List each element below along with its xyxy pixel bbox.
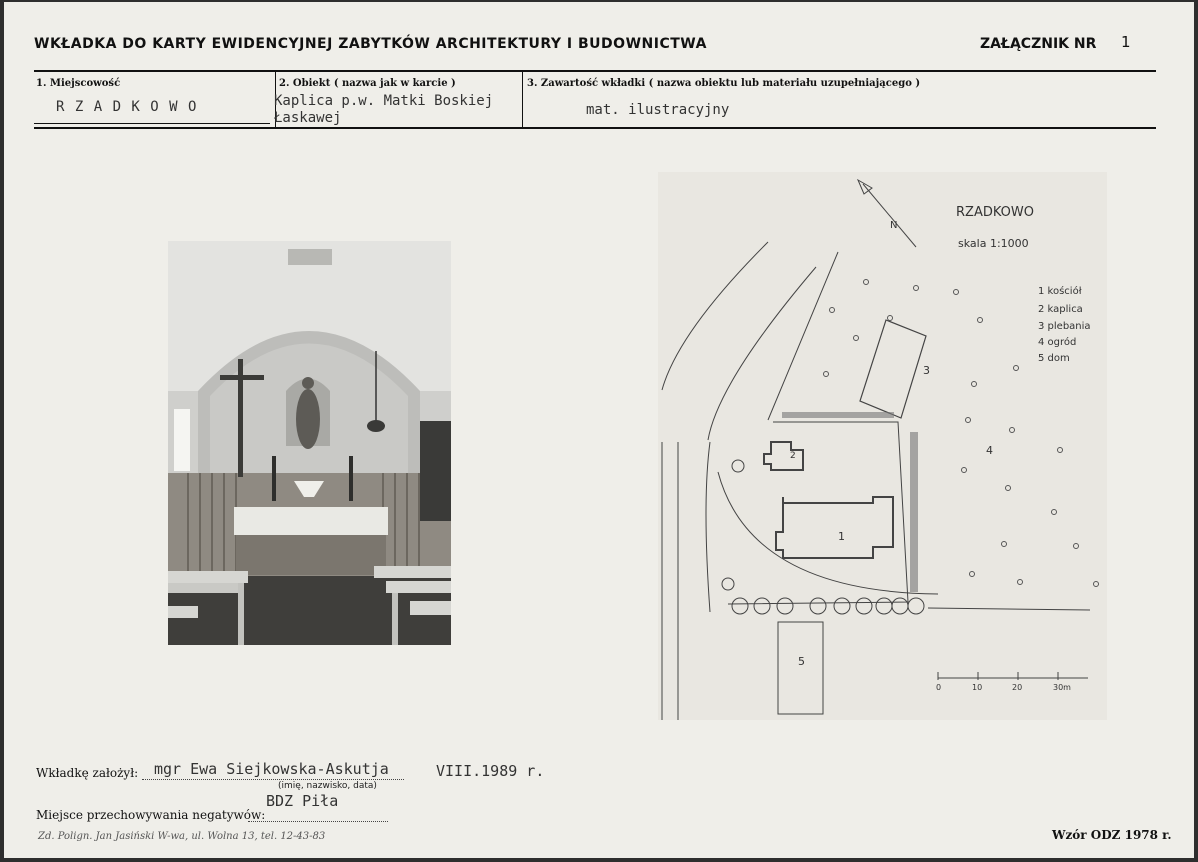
- scale-tick-10: 10: [972, 683, 983, 692]
- scale-tick-30: 30m: [1053, 683, 1071, 692]
- author-hint: (imię, nazwisko, data): [278, 781, 377, 791]
- content-label: 3. Zawartość wkładki ( nazwa obiektu lub materiału uzupełniającego ): [527, 78, 921, 89]
- object-value-line2: Łaskawej: [274, 110, 342, 126]
- legend-item-1: 1 kościół: [1038, 286, 1082, 297]
- plan-number-4: 4: [986, 444, 993, 457]
- form-title: WKŁADKA DO KARTY EWIDENCYJNEJ ZABYTKÓW ARCHITEKTURY I BUDOWNICTWA: [34, 36, 707, 52]
- record-sheet: [4, 2, 1194, 858]
- field-divider-2: [522, 72, 523, 127]
- plan-number-1: 1: [838, 530, 845, 543]
- plan-number-5: 5: [798, 655, 805, 668]
- author-label: Wkładkę założył:: [36, 766, 139, 780]
- object-label: 2. Obiekt ( nazwa jak w karcie ): [279, 78, 456, 89]
- legend-item-3: 3 plebania: [1038, 321, 1091, 332]
- storage-label: Miejsce przechowywania negatywów:: [36, 808, 266, 822]
- plan-number-2: 2: [790, 451, 796, 461]
- legend-item-4: 4 ogród: [1038, 337, 1077, 348]
- location-label: 1. Miejscowość: [36, 78, 121, 89]
- legend-item-2: 2 kaplica: [1038, 304, 1083, 315]
- date-value: VIII.1989 r.: [436, 762, 545, 780]
- header-rule-bottom: [34, 127, 1156, 129]
- author-dotted-line: [142, 779, 404, 780]
- plan-title: RZADKOWO: [956, 205, 1034, 220]
- plan-scale: skala 1:1000: [958, 237, 1029, 250]
- storage-value: BDZ Piła: [266, 792, 339, 810]
- attachment-number: 1: [1121, 33, 1131, 51]
- content-value: mat. ilustracyjny: [586, 102, 730, 118]
- site-plan-drawing: [658, 172, 1107, 720]
- storage-dotted-line: [248, 821, 388, 822]
- attachment-label: ZAŁĄCZNIK NR: [980, 36, 1097, 52]
- site-plan: [658, 172, 1107, 720]
- chapel-interior-image: [168, 241, 451, 645]
- chapel-interior-photo: [168, 241, 451, 645]
- legend-item-5: 5 dom: [1038, 353, 1070, 364]
- north-label: N: [890, 220, 898, 231]
- printer-imprint: Zd. Polign. Jan Jasiński W-wa, ul. Wolna 13, tel. 12-43-83: [38, 831, 326, 842]
- location-underline: [34, 123, 270, 124]
- location-value: R Z A D K O W O: [56, 99, 198, 115]
- object-value-line1: Kaplica p.w. Matki Boskiej: [274, 93, 494, 109]
- plan-number-3: 3: [923, 364, 930, 377]
- form-template-id: Wzór ODZ 1978 r.: [1052, 828, 1172, 842]
- scale-tick-0: 0: [936, 683, 942, 692]
- header-rule-top: [34, 70, 1156, 72]
- scale-tick-20: 20: [1012, 683, 1023, 692]
- author-value: mgr Ewa Siejkowska-Askutja: [154, 760, 389, 778]
